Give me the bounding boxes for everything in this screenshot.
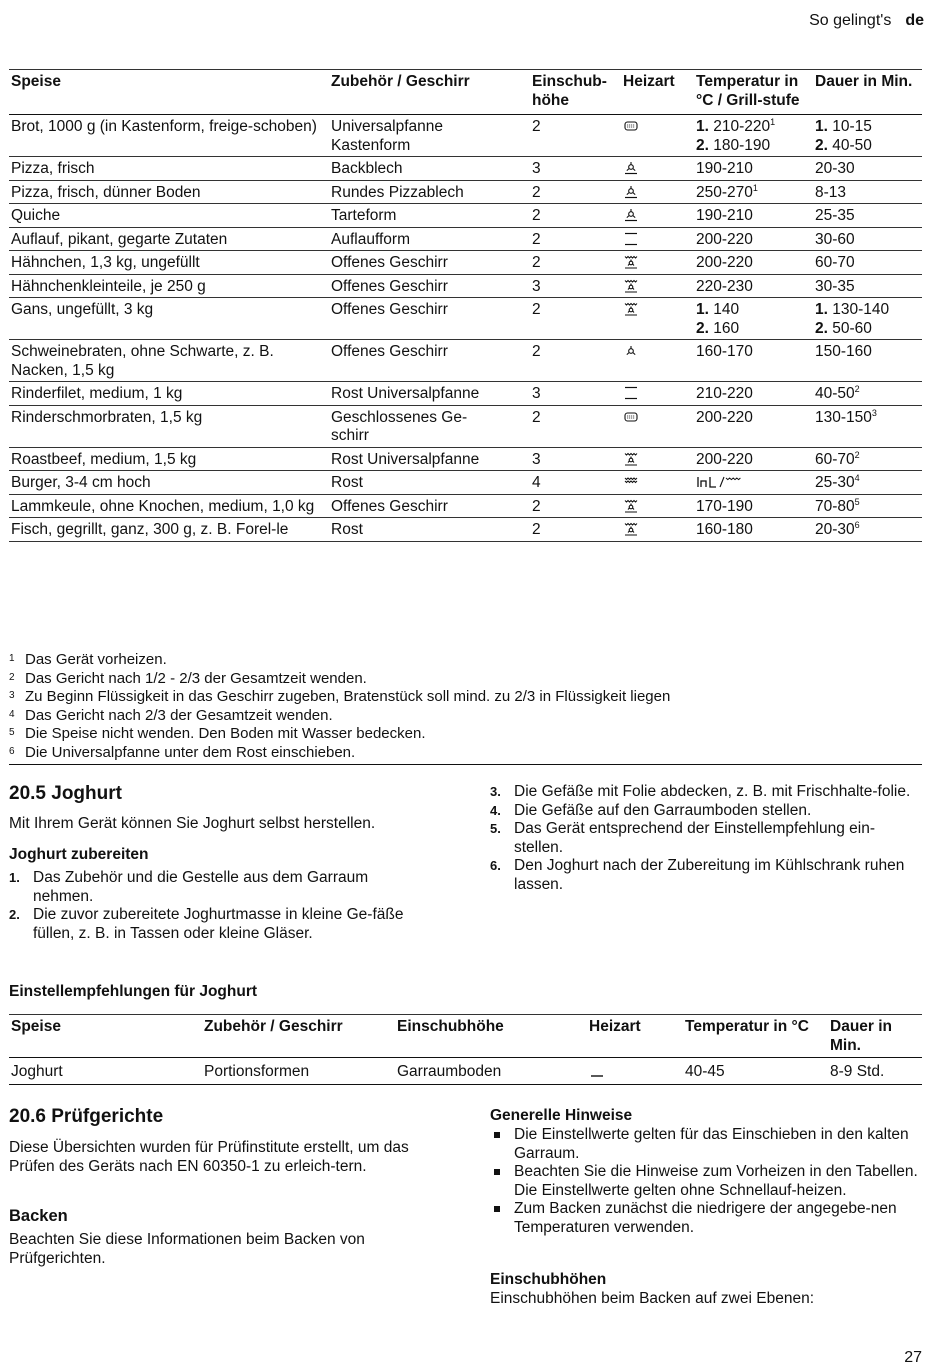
cell-einschubhoehe: 2 [532,207,541,224]
col-temperatur: Temperatur in °C / Grill-stufe [696,73,800,109]
list-item [490,802,922,821]
footnote [9,650,922,669]
footnote-ref: 3 [871,407,877,418]
col-speise: Speise [11,73,61,90]
footnote-number: 1 [9,653,15,664]
step-number: 2. [9,907,20,922]
footnote-text: Das Gerät vorheizen. [25,651,167,668]
cell-temperatur: 40-45 [685,1063,725,1080]
table-row [9,518,922,542]
list-item [490,857,922,894]
phase-number: 2. [696,319,709,337]
recipe-table [9,69,922,542]
table-header-row [9,70,922,115]
footnote [9,743,922,762]
list-item: Die Einstellwerte gelten für das Einschieben in den kalten Garraum. [490,1126,922,1163]
joghurt-table-title: Einstellempfehlungen für Joghurt [9,983,258,1000]
cell-dauer [813,115,922,157]
cell-dauer [813,471,922,495]
col-einschubhoehe: Einschubhöhe [397,1018,504,1035]
footnote [9,724,922,743]
col-temperatur: Temperatur in °C [685,1018,809,1035]
value: 160-170 [696,343,753,360]
cell-temperatur [694,227,813,251]
cell-einschubhoehe: 2 [532,497,541,515]
cell-einschubhoehe: 2 [532,343,541,360]
cell-dauer [813,340,922,382]
list-item: Zum Backen zunächst die niedrigere der angegebe-nen Temperaturen verwenden. [490,1200,922,1237]
cell-zubehoer: Auflaufform [331,230,410,248]
step-text: Die zuvor zubereitete Joghurtmasse in kleine Ge-fäße füllen, z. B. in Tassen oder kleine Gläser. [33,906,404,942]
footnote-ref: 5 [854,496,860,507]
cell-heizart [621,382,694,406]
footnote-number: 4 [9,708,15,720]
value: 60-70 [815,254,855,271]
cell-temperatur [694,251,813,275]
cell-einschubhoehe: 2 [532,301,541,318]
section-joghurt-heading: 20.5 Joghurt [9,783,122,804]
joghurt-table [9,1014,922,1085]
footnote-text: Das Gericht nach 2/3 der Gesamtzeit wenden. [25,706,333,724]
cell-einschubhoehe: 2 [532,521,541,538]
value: 40-50 [832,136,872,154]
cell-temperatur [694,405,813,447]
cell-heizart [621,157,694,181]
cell-temperatur [694,274,813,298]
table-row [9,298,922,340]
cell-einschubhoehe: 2 [532,118,541,135]
footnote [9,687,922,706]
cell-heizart [621,115,694,157]
top-bottom-heat-icon [623,232,639,246]
list-item [490,820,922,857]
value: 70-80 [815,497,855,515]
table-row [9,227,922,251]
section-pruefgerichte-heading: 20.6 Prüfgerichte [9,1106,164,1127]
step-text: Die Gefäße auf den Garraumboden stellen. [514,801,812,819]
value: 200-220 [696,230,753,248]
cell-zubehoer: Rost Universalpfanne [331,385,480,402]
footnote-ref: 2 [854,449,860,460]
value: 30-60 [815,230,855,248]
pizza-setting-icon [623,208,639,222]
table-row [9,494,922,518]
cell-dauer [813,227,922,251]
footnote-number: 2 [9,671,15,683]
circulated-grill-icon [623,452,639,466]
generelle-hinweise-list [490,1126,922,1237]
circulated-grill-icon [623,522,639,536]
cell-einschubhoehe: 3 [532,160,541,177]
list-item [9,906,419,943]
value: 20-30 [815,160,855,177]
cell-zubehoer: Rundes Pizzablech [331,183,464,201]
value: 130-150 [815,408,872,426]
cell-speise: Pizza, frisch, dünner Boden [11,183,201,201]
value: 30-35 [815,277,855,295]
joghurt-steps-left [9,869,419,943]
col-speise: Speise [11,1018,61,1035]
einschubhoehen-text: Einschubhöhen beim Backen auf zwei Ebenen: [490,1290,814,1307]
circulated-grill-icon [623,279,639,293]
cell-zubehoer: Portionsformen [204,1063,310,1080]
phase-number: 1. [696,118,709,135]
footnote [9,669,922,688]
cell-speise: Hähnchenkleinteile, je 250 g [11,277,206,295]
cell-einschubhoehe: 3 [532,277,541,295]
cell-dauer [813,405,922,447]
phase-number: 2. [696,136,709,154]
cell-dauer [813,251,922,275]
step-text: Den Joghurt nach der Zubereitung im Kühlschrank ruhen lassen. [514,857,905,893]
cell-dauer [813,494,922,518]
cell-einschubhoehe: 3 [532,450,541,468]
cell-zubehoer: Backblech [331,160,403,177]
cell-zubehoer: Offenes Geschirr [331,277,448,295]
table-row [9,382,922,406]
cell-zubehoer: Rost [331,521,363,538]
table-row [9,180,922,204]
language-code: de [905,12,924,29]
cell-heizart [621,405,694,447]
cell-dauer [813,204,922,228]
backen-heading: Backen [9,1207,68,1225]
cell-einschubhoehe: 2 [532,408,541,426]
value: 210-220 [696,385,753,402]
cell-heizart [587,1058,683,1085]
cell-zubehoer: Tarteform [331,207,397,224]
value: 8-13 [815,183,847,201]
cell-speise: Fisch, gegrillt, ganz, 300 g, z. B. Forel-le [11,521,289,538]
bottom-heat-icon [589,1064,605,1078]
value: 200-220 [696,450,753,468]
cell-heizart [621,180,694,204]
cell-speise: Rinderfilet, medium, 1 kg [11,385,183,402]
pruef-intro: Diese Übersichten wurden für Prüfinstitute erstellt, um das Prüfen des Geräts nach EN 60350-1 zu erleich-tern. [9,1139,409,1175]
table-row [9,1058,922,1085]
value: 220-230 [696,277,753,295]
cell-zubehoer: Offenes Geschirr [331,301,448,318]
cell-heizart [621,447,694,471]
section-title: So gelingt's [809,12,892,29]
value: 190-210 [696,160,753,177]
page-number: 27 [904,1349,922,1366]
cell-temperatur [694,494,813,518]
list-item: Beachten Sie die Hinweise zum Vorheizen in den Tabellen. Die Einstellwerte gelten ohne Schnellauf-heizen. [490,1163,922,1200]
einschubhoehen-heading: Einschubhöhen [490,1271,607,1288]
cell-temperatur [694,298,813,340]
cell-heizart [621,204,694,228]
cell-dauer [813,447,922,471]
cell-speise: Brot, 1000 g (in Kastenform, freige-schoben) [11,118,317,135]
value: 160-180 [696,521,753,538]
cell-einschubhoehe: 2 [532,230,541,248]
value: 10-15 [832,118,872,135]
phase-number: 1. [696,301,709,318]
footnote-ref: 2 [854,384,860,394]
footnote-text: Die Universalpfanne unter dem Rost einschieben. [25,743,356,761]
cell-heizart [621,251,694,275]
value: 25-35 [815,207,855,224]
cell-temperatur [694,518,813,542]
hot-air-icon [623,344,639,358]
cell-temperatur [694,180,813,204]
pizza-setting-icon [623,185,639,199]
cell-speise: Auflauf, pikant, gegarte Zutaten [11,230,228,248]
cell-dauer [813,180,922,204]
value: 40-50 [815,385,855,402]
cell-einschubhoehe: 2 [532,254,541,271]
step-text: Das Gerät entsprechend der Einstellempfehlung ein-stellen. [514,820,876,856]
cell-heizart [621,340,694,382]
cell-dauer [813,274,922,298]
cell-dauer [813,518,922,542]
footnote [9,706,922,725]
cell-heizart [621,518,694,542]
value: 150-160 [815,343,872,360]
phase-number: 2. [815,319,828,337]
phase-number: 1. [815,301,828,318]
table-row [9,340,922,382]
cell-zubehoer: Universalpfanne Kastenform [331,118,444,154]
phase-number: 2. [815,136,828,154]
footnote-ref: 1 [770,117,776,127]
footnote-ref: 4 [854,473,860,483]
value: 180-190 [713,136,771,154]
step-number: 3. [490,784,501,799]
cell-zubehoer: Rost [331,474,363,491]
backen-text: Beachten Sie diese Informationen beim Backen von Prüfgerichten. [9,1231,365,1267]
page-header [809,12,924,31]
cell-heizart [621,274,694,298]
cell-einschubhoehe: 4 [532,474,541,491]
col-zubehoer: Zubehör / Geschirr [331,73,470,90]
grill-level-icon [696,475,744,489]
circulated-grill-icon [623,499,639,513]
value: 190-210 [696,207,753,224]
cell-speise: Burger, 3-4 cm hoch [11,474,151,491]
cell-zubehoer: Offenes Geschirr [331,254,448,271]
table-row [9,274,922,298]
bread-baking-icon [623,119,639,133]
value: 160 [713,319,740,337]
col-einschubhoehe: Einschub-höhe [532,73,607,109]
footnotes [9,650,922,765]
col-dauer: Dauer in Min. [830,1018,893,1054]
footnote-number: 6 [9,745,15,757]
cell-dauer [813,382,922,406]
col-heizart: Heizart [623,73,675,90]
footnote-text: Die Speise nicht wenden. Den Boden mit Wasser bedecken. [25,725,426,742]
value: 25-30 [815,474,855,491]
joghurt-sub-heading: Joghurt zubereiten [9,846,149,863]
cell-speise: Joghurt [11,1063,63,1080]
cell-zubehoer: Offenes Geschirr [331,497,448,515]
circulated-grill-icon [623,255,639,269]
step-number: 1. [9,870,20,885]
step-text: Das Zubehör und die Gestelle aus dem Garraum nehmen. [33,869,369,905]
cell-temperatur [694,382,813,406]
cell-heizart [621,298,694,340]
value: 60-70 [815,450,855,468]
phase-number: 1. [815,118,828,135]
footnote-ref: 1 [752,182,758,193]
cell-speise: Gans, ungefüllt, 3 kg [11,301,154,318]
cell-dauer [813,157,922,181]
cell-temperatur [694,447,813,471]
generelle-hinweise-heading: Generelle Hinweise [490,1107,633,1124]
pizza-setting-icon [623,161,639,175]
footnote-ref: 6 [854,520,860,530]
value: 250-270 [696,183,753,201]
value: 140 [713,301,740,318]
cell-heizart [621,227,694,251]
col-heizart: Heizart [589,1018,641,1035]
cell-temperatur [694,471,813,495]
value: 20-30 [815,521,855,538]
step-number: 6. [490,858,501,873]
joghurt-steps-right [490,783,922,894]
cell-speise: Schweinebraten, ohne Schwarte, z. B. Nacken, 1,5 kg [11,343,274,379]
value: 210-220 [713,118,771,135]
footnote-number: 3 [9,690,15,701]
value: 50-60 [832,319,872,337]
value: 130-140 [832,301,890,318]
cell-heizart [621,494,694,518]
step-text: Die Gefäße mit Folie abdecken, z. B. mit Frischhalte-folie. [514,783,911,800]
footnote-number: 5 [9,727,15,738]
top-bottom-heat-icon [623,386,639,400]
table-row [9,447,922,471]
cell-speise: Quiche [11,207,61,224]
cell-temperatur [694,157,813,181]
col-zubehoer: Zubehör / Geschirr [204,1018,343,1035]
value: 200-220 [696,254,753,271]
cell-speise: Lammkeule, ohne Knochen, medium, 1,0 kg [11,497,315,515]
list-item [9,869,419,906]
full-grill-icon [623,475,639,489]
table-row [9,115,922,157]
cell-dauer [813,298,922,340]
cell-speise: Hähnchen, 1,3 kg, ungefüllt [11,254,200,271]
cell-zubehoer: Geschlossenes Ge-schirr [331,408,468,444]
step-number: 4. [490,802,501,818]
cell-heizart [621,471,694,495]
table-row [9,405,922,447]
bread-baking-icon [623,410,639,424]
cell-temperatur [694,115,813,157]
table-row [9,471,922,495]
table-header-row [9,1015,922,1058]
value: 170-190 [696,497,753,515]
value: 200-220 [696,408,753,426]
cell-temperatur [694,340,813,382]
cell-einschubhoehe: 3 [532,385,541,402]
cell-einschubhoehe: Garraumboden [397,1063,502,1080]
cell-temperatur [694,204,813,228]
col-dauer: Dauer in Min. [815,73,913,90]
list-item [490,783,922,802]
table-row [9,157,922,181]
table-row [9,251,922,275]
footnote-text: Das Gericht nach 1/2 - 2/3 der Gesamtzeit wenden. [25,669,367,687]
circulated-grill-icon [623,302,639,316]
cell-speise: Roastbeef, medium, 1,5 kg [11,450,197,468]
cell-speise: Pizza, frisch [11,160,95,177]
joghurt-intro: Mit Ihrem Gerät können Sie Joghurt selbst herstellen. [9,815,376,832]
cell-speise: Rinderschmorbraten, 1,5 kg [11,408,203,426]
table-row [9,204,922,228]
cell-einschubhoehe: 2 [532,183,541,201]
cell-zubehoer: Rost Universalpfanne [331,450,480,468]
step-number: 5. [490,821,501,836]
cell-dauer: 8-9 Std. [830,1063,885,1080]
cell-zubehoer: Offenes Geschirr [331,343,448,360]
footnote-text: Zu Beginn Flüssigkeit in das Geschirr zugeben, Bratenstück soll mind. zu 2/3 in Flüssigkeit liegen [25,688,671,705]
